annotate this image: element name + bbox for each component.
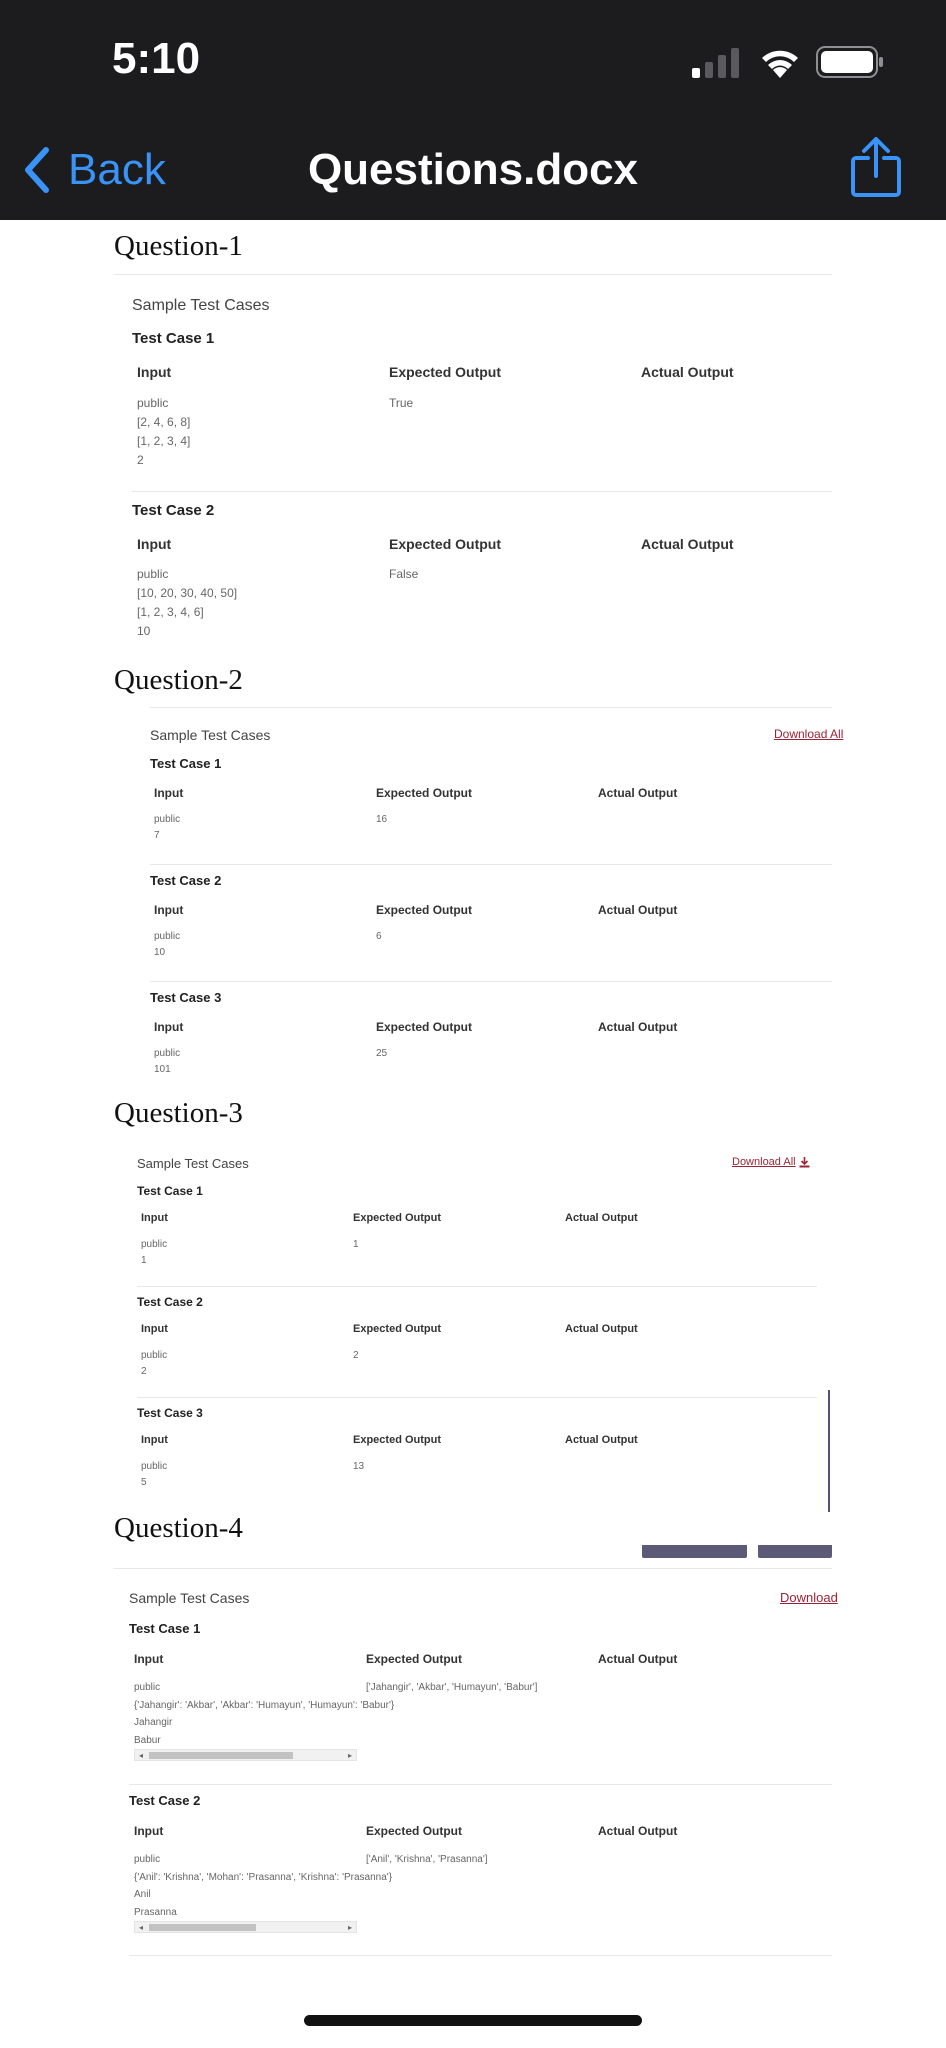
input-line: 10	[154, 947, 166, 958]
input-value	[141, 1459, 167, 1491]
test-case-label: Test Case 2	[137, 1295, 203, 1309]
home-indicator	[304, 2015, 642, 2026]
input-line: public	[137, 567, 169, 581]
input-value	[137, 394, 190, 470]
input-value	[154, 929, 180, 961]
test-case-label: Test Case 2	[132, 502, 215, 519]
expected-output-value: 2	[353, 1350, 359, 1361]
expected-output-value: 16	[376, 814, 388, 825]
download-all-label: Download All	[732, 1156, 796, 1168]
expected-output-value: 13	[353, 1461, 365, 1472]
test-case-label: Test Case 1	[132, 330, 215, 347]
input-line: public	[154, 1048, 181, 1059]
question-title: Question-3	[114, 1097, 243, 1129]
input-header: Input	[154, 903, 184, 917]
input-line: [1, 2, 3, 4]	[137, 434, 191, 448]
wifi-icon	[758, 44, 802, 80]
input-line: {'Jahangir': 'Akbar', 'Akbar': 'Humayun', 'Humayun': 'Babur'}	[134, 1699, 395, 1711]
input-line: {'Anil': 'Krishna', 'Mohan': 'Prasanna', 'Krishna': 'Prasanna'}	[134, 1871, 393, 1883]
test-case-label: Test Case 1	[129, 1621, 201, 1636]
actual-output-header: Actual Output	[641, 364, 734, 380]
divider	[129, 1784, 832, 1785]
scroll-right-icon[interactable]: ▸	[347, 1751, 352, 1760]
expected-output-value: 1	[353, 1239, 359, 1250]
input-value	[137, 565, 237, 641]
input-line: [10, 20, 30, 40, 50]	[137, 586, 238, 600]
document-title: Questions.docx	[307, 145, 639, 194]
scroll-left-icon[interactable]: ◂	[139, 1923, 144, 1932]
share-icon[interactable]	[850, 136, 902, 198]
input-line: Prasanna	[134, 1906, 177, 1918]
input-header: Input	[141, 1323, 168, 1335]
horizontal-scrollbar[interactable]	[134, 1921, 357, 1933]
toolbar-button[interactable]	[642, 1545, 747, 1558]
expected-output-header: Expected Output	[353, 1323, 442, 1335]
input-value	[141, 1237, 167, 1269]
input-line: [2, 4, 6, 8]	[137, 415, 191, 429]
scroll-indicator	[828, 1390, 830, 1512]
divider	[129, 1955, 832, 1956]
expected-output-value: False	[389, 567, 419, 581]
question-title: Question-1	[114, 230, 243, 262]
download-all-link[interactable]: Download All	[774, 727, 844, 741]
test-case-label: Test Case 1	[137, 1184, 203, 1198]
input-line: 101	[154, 1064, 171, 1075]
actual-output-header: Actual Output	[565, 1323, 638, 1335]
input-line: 2	[141, 1366, 147, 1377]
input-line: 1	[141, 1255, 147, 1266]
expected-output-value: 25	[376, 1048, 388, 1059]
question-title: Question-2	[114, 664, 243, 696]
expected-output-header: Expected Output	[353, 1212, 442, 1224]
scrollbar-thumb[interactable]	[149, 1924, 256, 1931]
input-value	[141, 1348, 167, 1380]
toolbar-button[interactable]	[758, 1545, 832, 1558]
scroll-left-icon[interactable]: ◂	[139, 1751, 144, 1760]
sample-test-cases-label: Sample Test Cases	[129, 1590, 250, 1606]
input-value	[134, 1851, 393, 1921]
input-header: Input	[141, 1434, 168, 1446]
actual-output-header: Actual Output	[598, 1824, 678, 1838]
input-header: Input	[154, 1020, 184, 1034]
actual-output-header: Actual Output	[565, 1212, 638, 1224]
download-all-link[interactable]: Download	[780, 1590, 838, 1605]
scroll-right-icon[interactable]: ▸	[347, 1923, 352, 1932]
test-case-label: Test Case 3	[137, 1406, 203, 1420]
download-icon	[799, 1157, 810, 1168]
test-case-label: Test Case 3	[150, 990, 222, 1005]
sample-test-cases-label: Sample Test Cases	[132, 297, 270, 314]
horizontal-scrollbar[interactable]	[134, 1749, 357, 1761]
input-line: Jahangir	[134, 1717, 173, 1728]
test-case-label: Test Case 1	[150, 756, 222, 771]
expected-output-header: Expected Output	[366, 1824, 463, 1838]
input-line: public	[141, 1239, 168, 1250]
expected-output-value: ['Jahangir', 'Akbar', 'Humayun', 'Babur']	[366, 1682, 538, 1693]
input-header: Input	[141, 1212, 168, 1224]
divider	[114, 274, 832, 275]
input-line: public	[141, 1350, 168, 1361]
actual-output-header: Actual Output	[641, 536, 734, 552]
expected-output-header: Expected Output	[389, 536, 502, 552]
test-case-label: Test Case 2	[150, 873, 222, 888]
input-header: Input	[137, 536, 172, 552]
input-line: 2	[137, 453, 144, 467]
expected-output-header: Expected Output	[376, 1020, 473, 1034]
input-line: 5	[141, 1477, 147, 1488]
sample-test-cases-label: Sample Test Cases	[150, 727, 271, 743]
input-line: 7	[154, 830, 160, 841]
input-value	[154, 812, 180, 844]
input-line: public	[134, 1854, 161, 1865]
download-all-link[interactable]	[732, 1156, 810, 1168]
input-line: public	[137, 396, 169, 410]
input-header: Input	[134, 1652, 164, 1666]
input-line: public	[141, 1461, 168, 1472]
input-header: Input	[134, 1824, 164, 1838]
expected-output-value: True	[389, 396, 414, 410]
expected-output-value: ['Anil', 'Krishna', 'Prasanna']	[366, 1854, 488, 1865]
expected-output-value: 6	[376, 931, 382, 942]
divider	[150, 707, 832, 708]
scrollbar-thumb[interactable]	[149, 1752, 293, 1759]
actual-output-header: Actual Output	[598, 903, 678, 917]
divider	[150, 864, 832, 865]
actual-output-header: Actual Output	[565, 1434, 638, 1446]
input-header: Input	[137, 364, 172, 380]
input-line: Babur	[134, 1734, 161, 1746]
expected-output-header: Expected Output	[353, 1434, 442, 1446]
divider	[114, 1568, 832, 1569]
input-line: public	[154, 931, 181, 942]
back-label: Back	[68, 145, 166, 194]
sample-test-cases-label: Sample Test Cases	[137, 1156, 249, 1171]
input-line: public	[134, 1682, 161, 1693]
input-header: Input	[154, 786, 184, 800]
status-time: 5:10	[112, 34, 201, 83]
expected-output-header: Expected Output	[389, 364, 502, 380]
expected-output-header: Expected Output	[376, 903, 473, 917]
expected-output-header: Expected Output	[376, 786, 473, 800]
battery-icon	[816, 46, 886, 78]
question-title: Question-4	[114, 1512, 243, 1544]
divider	[137, 1397, 817, 1398]
input-line: [1, 2, 3, 4, 6]	[137, 605, 204, 619]
input-line: Anil	[134, 1889, 151, 1900]
cellular-signal-icon	[692, 48, 740, 78]
actual-output-header: Actual Output	[598, 786, 678, 800]
input-value	[134, 1679, 395, 1749]
divider	[150, 981, 832, 982]
test-case-label: Test Case 2	[129, 1793, 201, 1808]
input-value	[154, 1046, 180, 1078]
divider	[132, 491, 832, 492]
actual-output-header: Actual Output	[598, 1652, 678, 1666]
input-line: 10	[137, 624, 151, 638]
divider	[137, 1286, 817, 1287]
input-line: public	[154, 814, 181, 825]
actual-output-header: Actual Output	[598, 1020, 678, 1034]
expected-output-header: Expected Output	[366, 1652, 463, 1666]
